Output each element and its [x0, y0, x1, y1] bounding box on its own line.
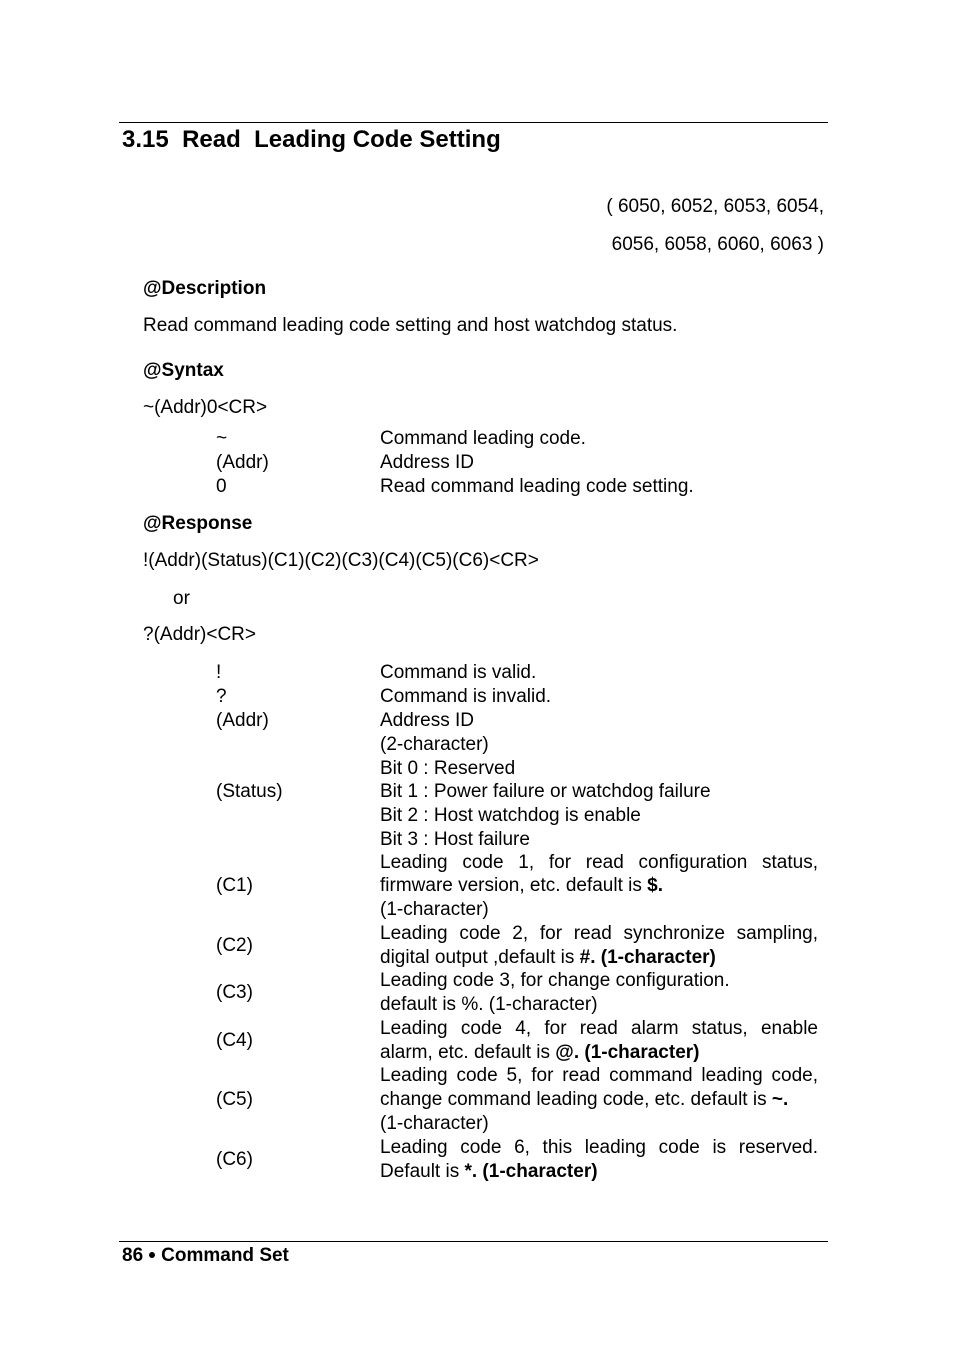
item-def [380, 874, 818, 898]
response-item-row [216, 685, 818, 709]
header-rule [119, 122, 828, 123]
response-item-row [216, 804, 818, 828]
item-def: Leading code 3, for change configuration. [380, 970, 730, 991]
item-term: (C3) [216, 982, 253, 1003]
response-item-row [216, 757, 818, 781]
item-term: ? [216, 686, 227, 707]
item-def: Bit 1 : Power failure or watchdog failure [380, 781, 711, 802]
param-term: 0 [216, 476, 227, 497]
page-number: 86 [122, 1245, 144, 1266]
def-text: Default is [380, 1161, 465, 1182]
param-term: (Addr) [216, 452, 269, 473]
response-item-row [216, 1064, 818, 1088]
description-text: Read command leading code setting and host watchdog status. [143, 315, 678, 336]
item-term: (C1) [216, 875, 253, 896]
item-def [380, 1160, 818, 1184]
section-title-text: Read Leading Code Setting [182, 126, 501, 153]
param-def: Command leading code. [380, 428, 586, 449]
section-title [122, 126, 501, 154]
response-heading: @Response [143, 513, 253, 534]
def-default-code: $. [647, 875, 664, 896]
item-def: Bit 0 : Reserved [380, 758, 516, 779]
item-term: (Status) [216, 781, 283, 802]
item-def [380, 946, 818, 970]
item-def: Leading code 1, for read configuration status, [380, 852, 818, 873]
item-def: default is %. (1-character) [380, 994, 598, 1015]
response-valid-format: !(Addr)(Status)(C1)(C2)(C3)(C4)(C5)(C6)<CR> [143, 550, 539, 571]
item-def: Bit 2 : Host watchdog is enable [380, 805, 641, 826]
item-term: ! [216, 662, 222, 683]
footer-rule [119, 1241, 828, 1242]
item-def [380, 1088, 818, 1112]
item-def: Command is valid. [380, 662, 537, 683]
response-item-row [216, 709, 818, 733]
response-item-row [216, 1088, 818, 1112]
models-line-1: ( 6050, 6052, 6053, 6054, [606, 196, 824, 217]
def-text: alarm, etc. default is [380, 1042, 556, 1063]
item-def: Leading code 4, for read alarm status, enable [380, 1018, 818, 1039]
def-default-code: #. (1-character) [579, 947, 716, 968]
syntax-param-row [216, 475, 818, 499]
item-term: (C6) [216, 1149, 253, 1170]
item-def: (1-character) [380, 1113, 489, 1134]
def-default-code: *. (1-character) [464, 1161, 598, 1182]
def-text: digital output ,default is [380, 947, 580, 968]
syntax-param-row [216, 427, 818, 451]
item-def: Command is invalid. [380, 686, 552, 707]
response-item-row [216, 851, 818, 875]
item-term: (Addr) [216, 710, 269, 731]
response-invalid-format: ?(Addr)<CR> [143, 624, 256, 645]
response-item-row [216, 1041, 818, 1065]
item-def: Bit 3 : Host failure [380, 829, 530, 850]
def-text: change command leading code, etc. default is [380, 1089, 772, 1110]
response-item-row [216, 874, 818, 898]
param-def: Read command leading code setting. [380, 476, 694, 497]
syntax-heading: @Syntax [143, 360, 224, 381]
models-line-2: 6056, 6058, 6060, 6063 ) [611, 234, 824, 255]
item-term: (C2) [216, 935, 253, 956]
item-def: Address ID [380, 710, 474, 731]
def-text: firmware version, etc. default is [380, 875, 648, 896]
bullet-icon [149, 1252, 155, 1258]
response-item-row [216, 828, 818, 852]
item-term: (C4) [216, 1030, 253, 1051]
syntax-param-row [216, 451, 818, 475]
def-default-code: @. (1-character) [555, 1042, 700, 1063]
response-item-row [216, 780, 818, 804]
item-def: Leading code 2, for read synchronize sampling, [380, 923, 818, 944]
item-def: Leading code 6, this leading code is reserved. [380, 1137, 818, 1158]
item-def: (1-character) [380, 899, 489, 920]
response-item-row [216, 1160, 818, 1184]
item-def: (2-character) [380, 734, 489, 755]
page-footer [122, 1245, 289, 1267]
item-def: Leading code 5, for read command leading code, [380, 1065, 818, 1086]
response-item-row [216, 733, 818, 757]
item-def [380, 1041, 818, 1065]
response-item-row [216, 1112, 818, 1136]
response-item-row [216, 661, 818, 685]
param-def: Address ID [380, 452, 474, 473]
item-term: (C5) [216, 1089, 253, 1110]
section-number: 3.15 [122, 126, 169, 153]
response-item-row [216, 993, 818, 1017]
response-or: or [173, 588, 190, 609]
syntax-command: ~(Addr)0<CR> [143, 397, 268, 418]
response-item-row [216, 946, 818, 970]
def-default-code: ~. [771, 1089, 789, 1110]
description-heading: @Description [143, 278, 267, 299]
param-term: ~ [216, 428, 228, 449]
footer-title: Command Set [161, 1245, 289, 1266]
response-item-row [216, 898, 818, 922]
